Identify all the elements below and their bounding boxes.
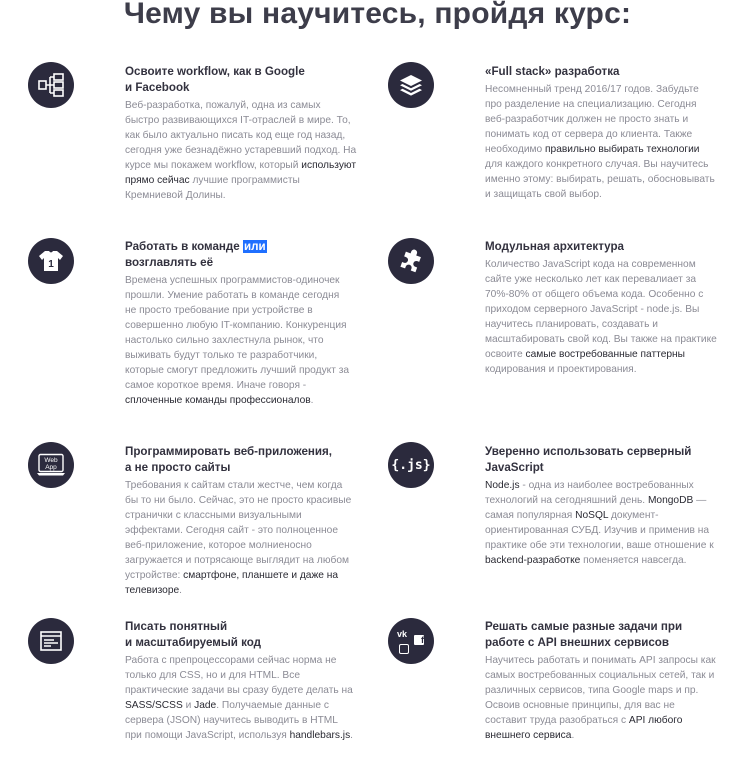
feature-text: Node.js - одна из наиболее востребованных технологий на сегодняшний день. MongoDB — самая популярная NoSQL документ-ориентированная СУБД. Изучив и применив на практике обе эти технологии, ваше отношение к backend-разработке поменяется навсегда. bbox=[485, 480, 714, 566]
feature-title: Решать самые разные задачи при работе с API внешних сервисов bbox=[485, 620, 683, 649]
feature-text: Требования к сайтам стали жестче, чем когда бы то ни было. Сейчас, это не просто красивые странички с классными визуальными эффектами. Сегодня сайт - это полноценное веб-приложение, которое молниеносно загружается и потрясающе выглядит на любом устройстве: смартфоне, планшете и даже на телевизоре. bbox=[125, 480, 352, 596]
feature-serverjs bbox=[485, 444, 717, 568]
feature-title: Программировать веб-приложения, а не просто сайты bbox=[125, 445, 333, 474]
feature-text: Несомненный тренд 2016/17 годов. Забудьте про разделение на специализацию. Сегодня веб-разработчик должен не просто знать и понимать код от сервера до клиента. Также необходимо правильно выбирать технологии для каждого конкретного случая. Вы научитесь именно этому: выбирать, решать, обосновывать и защищать свой выбор. bbox=[485, 84, 715, 200]
code-window-icon bbox=[28, 618, 74, 664]
feature-title: «Full stack» разработка bbox=[485, 65, 620, 78]
feature-text: Количество JavaScript кода на современном сайте уже несколько лет как перевалиает за 70%-80% от общего объема кода. Особенно с приходом серверного JavaScript - node.js. Вы научитесь планировать, создавать и масштабировать свой код. Вы также на практике освоите самые востребованные паттерны кодирования и проектирования. bbox=[485, 259, 717, 375]
social-icons bbox=[388, 618, 434, 664]
page-title: Чему вы научитесь, пройдя курс: bbox=[123, 0, 632, 30]
feature-title: Уверенно использовать серверный JavaScript bbox=[485, 445, 692, 474]
feature-teamwork bbox=[125, 239, 353, 408]
layers-icon bbox=[388, 62, 434, 108]
instagram-icon bbox=[399, 644, 409, 654]
web-app-icon bbox=[28, 442, 74, 488]
svg-text:1: 1 bbox=[48, 259, 54, 270]
feature-title: Модульная архитектура bbox=[485, 240, 624, 253]
feature-text: Научитесь работать и понимать API запросы как самых востребованных социальных сетей, так и различных сервисов, типа Google maps и пр. Освоив основные принципы, для вас не составит труда разобраться с API любого внешнего сервиса. bbox=[485, 655, 716, 741]
feature-webapps bbox=[125, 444, 355, 598]
feature-workflow bbox=[125, 64, 357, 203]
feature-cleancode bbox=[125, 619, 353, 743]
svg-text:App: App bbox=[45, 464, 57, 471]
feature-text: Веб-разработка, пожалуй, одна из самых быстро развивающихся IT-отраслей в мире. То, как было актуально писать код еще год назад, сегодня уже безнадёжно устаревший подход. На курсе мы покажем workflow, который используют прямо сейчас лучшие программисты Кремниевой Долины. bbox=[125, 100, 357, 201]
feature-modular bbox=[485, 239, 717, 377]
feature-title: Писать понятный и масштабируемый код bbox=[125, 620, 262, 649]
puzzle-icon bbox=[388, 238, 434, 284]
feature-text: Времена успешных программистов-одиночек прошли. Умение работать в команде сегодня не просто требование при устройстве в совершенно любую IT-компанию. Конкуренция настолько сильно захлестнула рынок, что выживать будут только те разработчики, которые смогут предложить лучший продукт за самое короткое время. Иначе говоря - сплоченные команды профессионалов. bbox=[125, 275, 350, 406]
feature-fullstack bbox=[485, 64, 717, 202]
feature-api bbox=[485, 619, 717, 743]
feature-title: Освоите workflow, как в Google и Facebook bbox=[125, 65, 305, 94]
team-shirt-icon bbox=[28, 238, 74, 284]
facebook-icon: f bbox=[414, 635, 424, 645]
feature-text: Работа с препроцессорами сейчас норма не только для CSS, но и для HTML. Все практические задачи вы сразу будете делать на SASS/SCSS и Jade. Получаемые данные с сервера (JSON) научитесь выводить в HTML при помощи JavaScript, используя handlebars.js. bbox=[125, 655, 354, 741]
vk-icon: vk bbox=[397, 629, 408, 639]
feature-title: Работать в команде или возглавлять её bbox=[125, 240, 266, 269]
js-icon: {.js} bbox=[388, 442, 434, 488]
svg-text:Web: Web bbox=[44, 457, 58, 464]
workflow-icon bbox=[28, 62, 74, 108]
